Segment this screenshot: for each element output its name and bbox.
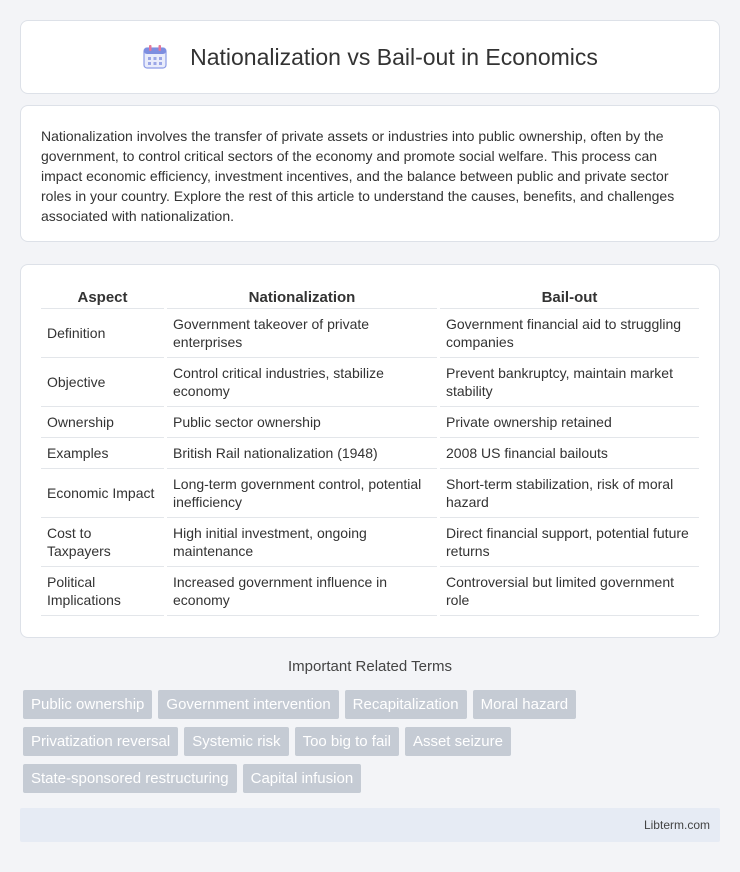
footer-site-link[interactable]: Libterm.com	[643, 818, 710, 832]
table-row	[41, 358, 699, 407]
table-cell: 2008 US financial bailouts	[440, 438, 699, 469]
table-cell: Examples	[41, 438, 164, 469]
table-row	[41, 567, 699, 616]
comparison-table	[38, 285, 702, 616]
table-cell: Prevent bankruptcy, maintain market stability	[440, 358, 699, 407]
table-cell: Direct financial support, potential future returns	[440, 518, 699, 567]
related-term-tag[interactable]: Government intervention	[158, 690, 338, 719]
intro-paragraph: Nationalization involves the transfer of private assets or industries into public ownership, often by the government, to control critical sectors of the economy and promote social welfare. This process can impact economic efficiency, investment incentives, and the balance between public and private sector roles in your country. Explore the rest of this article to understand the causes, benefits, and challenges associated with nationalization.	[41, 128, 675, 224]
table-cell: High initial investment, ongoing maintenance	[167, 518, 437, 567]
table-cell: Controversial but limited government role	[440, 567, 699, 616]
table-cell: Private ownership retained	[440, 407, 699, 438]
footer	[20, 808, 720, 842]
table-cell: Public sector ownership	[167, 407, 437, 438]
related-term-tag[interactable]: Recapitalization	[345, 690, 467, 719]
related-term-tag[interactable]: State-sponsored restructuring	[23, 764, 237, 793]
related-term-tag[interactable]: Capital infusion	[243, 764, 362, 793]
table-cell: Economic Impact	[41, 469, 164, 518]
table-cell: Long-term government control, potential inefficiency	[167, 469, 437, 518]
table-cell: Definition	[41, 309, 164, 358]
related-term-tag[interactable]: Asset seizure	[405, 727, 511, 756]
table-row	[41, 407, 699, 438]
table-row	[41, 438, 699, 469]
column-header-aspect: Aspect	[41, 285, 164, 309]
table-header-row	[41, 285, 699, 309]
table-cell: Political Implications	[41, 567, 164, 616]
page-title: Nationalization vs Bail-out in Economics	[190, 43, 598, 70]
column-header-bailout: Bail-out	[440, 285, 699, 309]
related-term-tag[interactable]: Too big to fail	[295, 727, 399, 756]
table-row	[41, 309, 699, 358]
related-terms-heading: Important Related Terms	[288, 658, 452, 675]
related-terms-list	[23, 690, 723, 801]
header-card	[20, 20, 720, 94]
related-term-tag[interactable]: Privatization reversal	[23, 727, 178, 756]
table-cell: Short-term stabilization, risk of moral hazard	[440, 469, 699, 518]
column-header-nationalization: Nationalization	[167, 285, 437, 309]
table-cell: Government takeover of private enterprises	[167, 309, 437, 358]
table-cell: Government financial aid to struggling companies	[440, 309, 699, 358]
table-cell: Objective	[41, 358, 164, 407]
comparison-table-card	[20, 264, 720, 638]
table-cell: Increased government influence in economy	[167, 567, 437, 616]
related-term-tag[interactable]: Public ownership	[23, 690, 152, 719]
intro-card	[20, 105, 720, 242]
related-term-tag[interactable]: Systemic risk	[184, 727, 288, 756]
table-cell: Control critical industries, stabilize economy	[167, 358, 437, 407]
table-cell: Cost to Taxpayers	[41, 518, 164, 567]
table-cell: Ownership	[41, 407, 164, 438]
table-row	[41, 469, 699, 518]
table-cell: British Rail nationalization (1948)	[167, 438, 437, 469]
related-term-tag[interactable]: Moral hazard	[473, 690, 577, 719]
table-row	[41, 518, 699, 567]
calendar-icon	[142, 44, 168, 70]
